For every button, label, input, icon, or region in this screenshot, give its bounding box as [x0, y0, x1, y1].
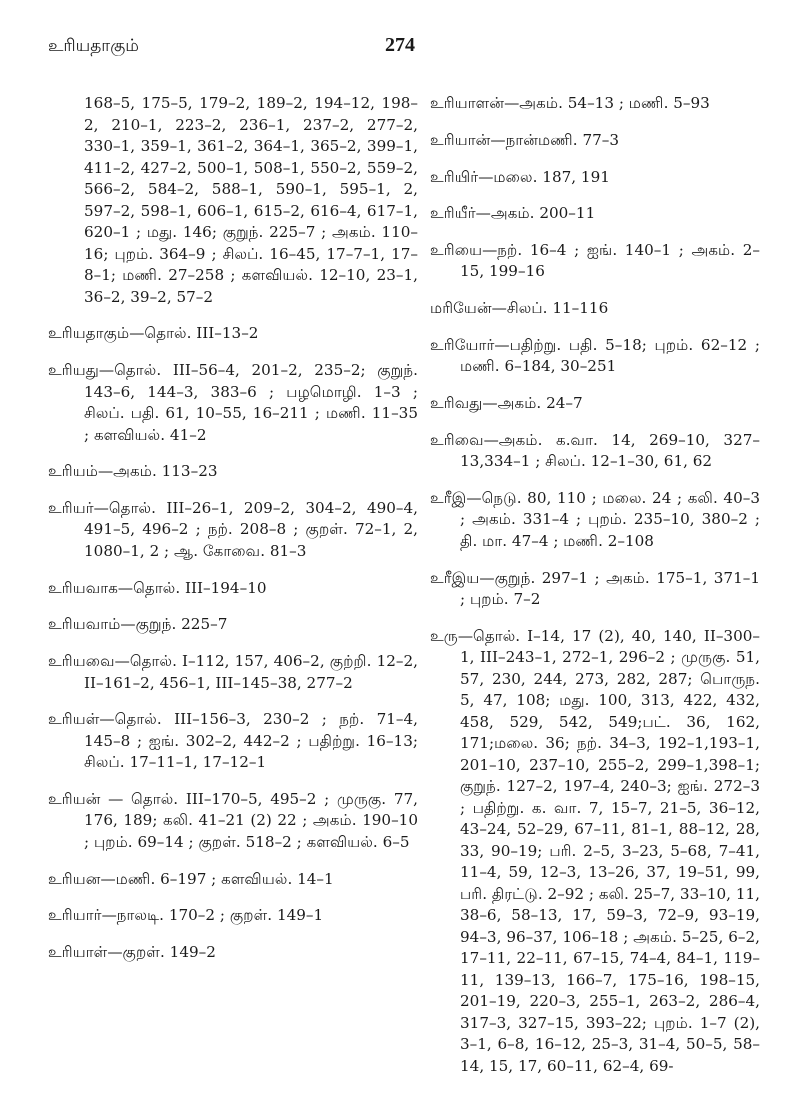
- index-entry: உரியவாம்—குறுந். 225–7: [48, 615, 228, 634]
- index-entry: உரியாள்—குறள். 149–2: [48, 942, 216, 961]
- index-entry: உரியன—மணி. 6–197 ; களவியல். 14–1: [48, 869, 334, 888]
- index-entry: உரியது—தொல். III–56–4, 201–2, 235–2; குறுந். 143–6, 144–3, 383–6 ; பழமொழி. 1–3 ; சிலப். பதி. 61, 10–55, 16–211 ; மணி. 11–35 ; களவியல். 41–2: [48, 361, 418, 444]
- right-column: [430, 78, 760, 1087]
- index-entry: உரியாளன்—அகம். 54–13 ; மணி. 5–93: [430, 94, 710, 113]
- index-entry: உரியர்—தொல். III–26–1, 209–2, 304–2, 490–4, 491–5, 496–2 ; நற். 208–8 ; குறள். 72–1, 2, 1080–1, 2 ; ஆ. கோவை. 81–3: [48, 498, 418, 560]
- index-entry: உரியள்—தொல். III–156–3, 230–2 ; நற். 71–4, 145–8 ; ஐங். 302–2, 442–2 ; பதிற்று. 16–13; சிலப். 17–11–1, 17–12–1: [48, 710, 418, 772]
- index-entry: உரிவை—அகம். க.வா. 14, 269–10, 327–13,334–1 ; சிலப். 12–1–30, 61, 62: [430, 430, 760, 471]
- index-entry: உரியீர்—அகம். 200–11: [430, 204, 596, 223]
- index-entry: உரு—தொல். I–14, 17 (2), 40, 140, II–300–1, III–243–1, 272–1, 296–2 ; முருகு. 51, 57, 230, 244, 273, 282, 287; பொருந. 5, 47, 108; மது. 100, 313, 422, 432, 458, 529, 542, 549;பட். 36, 162, 171;மலை. 36; நற். 34–3, 192–1,193–1, 201–10, 237–10, 255–2, 299–1,398–1; குறுந். 127–2, 197–4, 240–3; ஐங். 272–3 ; பதிற்று. க. வா. 7, 15–7, 21–5, 36–12, 43–24, 52–29, 67–11, 81–1, 88–12, 28, 33, 90–19; பரி. 2–5, 3–23, 5–68, 7–41, 11–4, 59, 12–3, 13–26, 37, 19–51, 99, பரி. திரட்டு. 2–92 ; கலி. 25–7, 33–10, 11, 38–6, 58–13, 17, 59–3, 72–9, 93–19, 94–3, 96–37, 106–18 ; அகம். 5–25, 6–2, 17–11, 22–11, 67–15, 74–4, 84–1, 119–11, 139–13, 166–7, 175–16, 198–15, 201–19, 220–3, 255–1, 263–2, 286–4, 317–3, 327–15, 393–22; புறம். 1–7 (2), 3–1, 6–8, 16–12, 25–3, 31–4, 50–5, 58–14, 15, 17, 60–11, 62–4, 69-: [430, 626, 760, 1075]
- index-entry: உரியவை—தொல். I–112, 157, 406–2, குற்றி. 12–2, II–161–2, 456–1, III–145–38, 277–2: [48, 652, 418, 692]
- running-title: உரியதாகும்: [48, 36, 139, 56]
- index-entry: உரீஇய—குறுந். 297–1 ; அகம். 175–1, 371–1 ; புறம். 7–2: [430, 568, 760, 609]
- left-column: [48, 78, 418, 973]
- index-entry-continuation: 168–5, 175–5, 179–2, 189–2, 194–12, 198–2, 210–1, 223–2, 236–1, 237–2, 277–2, 330–1, 359–1, 361–2, 364–1, 365–2, 399–1, 411–2, 427–2, 500–1, 508–1, 550–2, 559–2, 566–2, 584–2, 588–1, 590–1, 595–1, 2, 597–2, 598–1, 606–1, 615–2, 616–4, 617–1, 620–1 ; மது. 146; குறுந். 225–7 ; அகம். 110–16; புறம். 364–9 ; சிலப். 16–45, 17–7–1, 17–8–1; மணி. 27–258 ; களவியல். 12–10, 23–1, 36–2, 39–2, 57–2: [84, 94, 418, 306]
- page-number: 274: [385, 34, 415, 56]
- index-entry: உரியிர்—மலை. 187, 191: [430, 167, 610, 186]
- index-entry: உரியதாகும்—தொல். III–13–2: [48, 324, 259, 343]
- index-entry: உரியவாக—தொல். III–194–10: [48, 578, 267, 597]
- index-entry: உரியார்—நாலடி. 170–2 ; குறள். 149–1: [48, 906, 324, 925]
- index-entry: உரீஇ—நெடு. 80, 110 ; மலை. 24 ; கலி. 40–3 ; அகம். 331–4 ; புறம். 235–10, 380–2 ; தி. மா. 47–4 ; மணி. 2–108: [430, 488, 760, 550]
- index-entry: உரியோர்—பதிற்று. பதி. 5–18; புறம். 62–12 ; மணி. 6–184, 30–251: [430, 335, 760, 376]
- index-entry: மரியேன்—சிலப். 11–116: [430, 299, 609, 318]
- index-entry: உரியன் — தொல். III–170–5, 495–2 ; முருகு. 77, 176, 189; கலி. 41–21 (2) 22 ; அகம். 190–10 ; புறம். 69–14 ; குறள். 518–2 ; களவியல். 6–5: [48, 789, 418, 851]
- index-entry: உரியான்—நான்மணி. 77–3: [430, 130, 620, 149]
- index-entry: உரியம்—அகம். 113–23: [48, 462, 218, 481]
- index-entry: உரியை—நற். 16–4 ; ஐங். 140–1 ; அகம். 2–15, 199–16: [430, 240, 760, 281]
- index-entry: உரிவது—அகம். 24–7: [430, 394, 583, 412]
